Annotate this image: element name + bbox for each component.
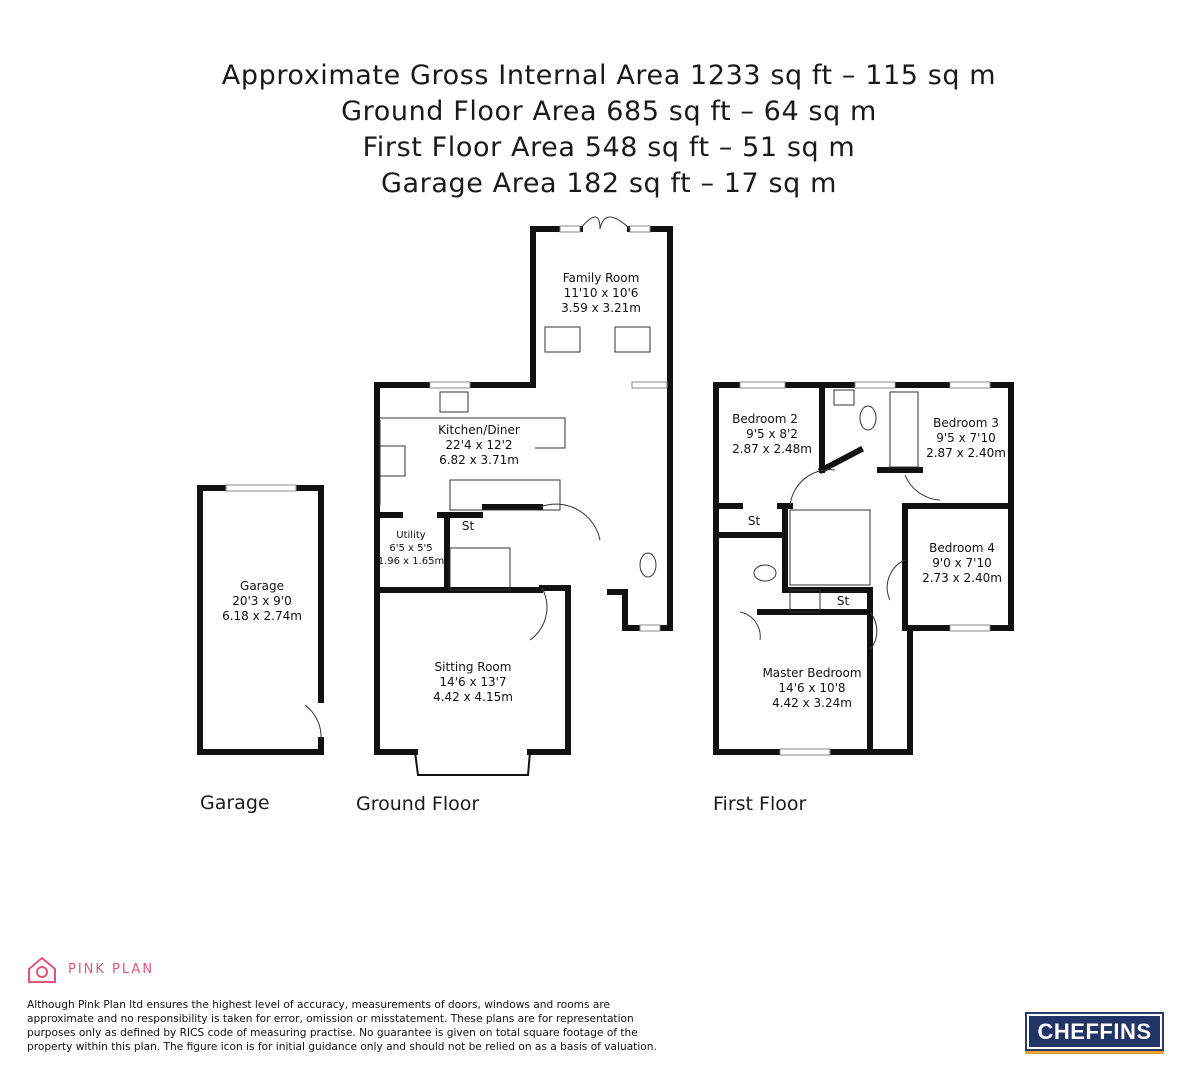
- kitchen-metric: 6.82 x 3.71m: [439, 453, 519, 467]
- sitting-room-imperial: 14'6 x 13'7: [439, 675, 507, 689]
- garage-window: [226, 485, 296, 491]
- bath-window: [855, 382, 895, 388]
- kitchen-name: Kitchen/Diner: [438, 423, 520, 437]
- wc-ground: [640, 553, 656, 577]
- skylight-1: [545, 327, 580, 352]
- bed3-window: [950, 382, 990, 388]
- family-window-right: [630, 226, 650, 232]
- bedroom4-imperial: 9'0 x 7'10: [932, 556, 992, 570]
- garage-area: Garage Area 182 sq ft – 17 sq m: [381, 168, 837, 199]
- kitchen-window: [430, 382, 470, 388]
- bedroom3-metric: 2.87 x 2.40m: [926, 446, 1006, 460]
- garage-imperial: 20'3 x 9'0: [232, 594, 292, 608]
- pink-plan-brand: PINK PLAN: [68, 962, 155, 977]
- fixtures: [377, 327, 918, 612]
- bedroom2-imperial: 9'5 x 8'2: [746, 427, 798, 441]
- utility-imperial: 6'5 x 5'5: [389, 543, 433, 554]
- sitting-room-name: Sitting Room: [434, 660, 512, 674]
- bay-window: [415, 752, 530, 775]
- shower: [790, 590, 820, 612]
- ground-inner-walls: [377, 507, 670, 628]
- family-room-imperial: 11'10 x 10'6: [563, 286, 639, 300]
- garage-metric: 6.18 x 2.74m: [222, 609, 302, 623]
- stairs-first: [790, 510, 870, 585]
- family-window-left: [560, 226, 580, 232]
- first-floor-area: First Floor Area 548 sq ft – 51 sq m: [362, 132, 856, 163]
- pink-plan-logo-icon: [26, 955, 58, 985]
- cloak-window: [640, 625, 660, 631]
- garage-name: Garage: [240, 579, 284, 593]
- master-metric: 4.42 x 3.24m: [772, 696, 852, 710]
- cheffins-logo: [1025, 1012, 1164, 1051]
- sitting-room-metric: 4.42 x 4.15m: [433, 690, 513, 704]
- stairs-ground: [450, 548, 510, 590]
- bedroom3-imperial: 9'5 x 7'10: [936, 431, 996, 445]
- garage-floor-label: Garage: [200, 792, 270, 814]
- ground-floor-label: Ground Floor: [356, 793, 480, 815]
- ground-floor-area: Ground Floor Area 685 sq ft – 64 sq m: [341, 96, 877, 127]
- bedroom3-name: Bedroom 3: [933, 416, 999, 430]
- room-labels: [222, 271, 1006, 710]
- cheffins-logo-text: CHEFFINS: [1029, 1016, 1160, 1047]
- kitchen-imperial: 22'4 x 12'2: [445, 438, 513, 452]
- bedroom4-name: Bedroom 4: [929, 541, 995, 555]
- wc-first: [860, 406, 876, 430]
- master-imperial: 14'6 x 10'8: [778, 681, 846, 695]
- bed2-window: [740, 382, 785, 388]
- utility-name: Utility: [396, 530, 426, 541]
- store-first-2: St: [836, 594, 850, 608]
- basin-first: [834, 390, 854, 405]
- utility-metric: 1.96 x 1.65m: [377, 556, 445, 567]
- bedroom2-metric: 2.87 x 2.48m: [732, 442, 812, 456]
- disclaimer-text: Although Pink Plan ltd ensures the highest level of accuracy, measurements of doors, windows and rooms are approximate and no responsibility is taken for error, omission or misstatement. These plans are for representation purposes only as defined by RICS code of measuring practise. No guarantee is given on total square footage of the property within this plan. The figure icon is for initial guidance only and should not be relied on as a basis of valuation.: [27, 999, 657, 1053]
- family-side-window: [632, 382, 667, 388]
- first-floor-label: First Floor: [713, 793, 807, 815]
- master-window: [780, 749, 830, 755]
- family-room-metric: 3.59 x 3.21m: [561, 301, 641, 315]
- bedroom2-name: Bedroom 2: [732, 412, 798, 426]
- kitchen-sink: [440, 392, 468, 412]
- gross-area: Approximate Gross Internal Area 1233 sq ft – 115 sq m: [221, 60, 997, 91]
- bed4-window: [950, 625, 990, 631]
- hob: [380, 446, 405, 476]
- wc-ensuite: [754, 565, 776, 581]
- store-ground: St: [461, 519, 475, 533]
- store-first-1: St: [747, 514, 761, 528]
- bath: [890, 392, 918, 467]
- cheffins-logo-bar: [1025, 1051, 1164, 1054]
- skylight-2: [615, 327, 650, 352]
- bedroom4-metric: 2.73 x 2.40m: [922, 571, 1002, 585]
- family-room-name: Family Room: [562, 271, 640, 285]
- master-name: Master Bedroom: [762, 666, 862, 680]
